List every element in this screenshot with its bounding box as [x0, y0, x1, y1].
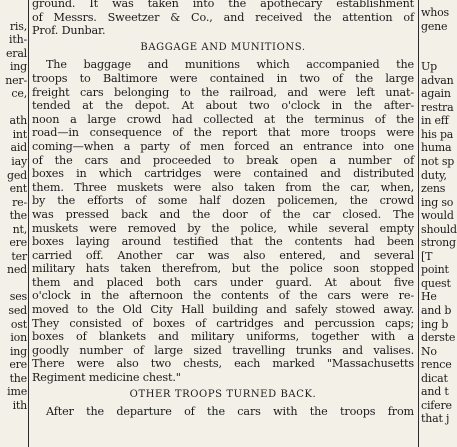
- article-top-lines: [32, 0, 414, 38]
- fragment-line: [0, 6, 27, 20]
- text-line: o'clock in the afternoon the contents of the cars were re-: [32, 289, 414, 303]
- fragment-line: Up: [421, 60, 437, 74]
- text-line: freight cars belonging to the railroad, and were left unat-: [32, 85, 414, 99]
- section-heading-baggage: BAGGAGE AND MUNITIONS.: [140, 41, 306, 53]
- fragment-line: ith: [12, 398, 27, 412]
- fragment-line: nt,: [12, 222, 27, 236]
- fragment-line: ion: [10, 331, 27, 345]
- text-line: coming—when a party of men forced an entrance into one: [32, 139, 414, 153]
- text-line: goodly number of large sized travelling trunks and valises.: [32, 343, 414, 357]
- text-line: Prof. Dunbar.: [32, 24, 106, 38]
- text-line: After the departure of the cars with the troops from: [46, 405, 414, 419]
- fragment-line: re-: [12, 195, 27, 209]
- text-line: boxes laying around testified that the contents had been: [32, 235, 414, 249]
- text-line: them. Three muskets were also taken from the car, when,: [32, 180, 414, 194]
- fragment-line: ime: [7, 385, 27, 399]
- fragment-line: ce,: [11, 87, 27, 101]
- fragment-line: derste: [421, 331, 456, 345]
- text-line: military hats taken therefrom, but the police soon stopped: [32, 262, 414, 276]
- text-line: noon a large crowd had collected at the terminus of the: [32, 112, 414, 126]
- fragment-line: the: [9, 209, 27, 223]
- fragment-line: should: [421, 222, 457, 236]
- fragment-line: ses: [9, 290, 27, 304]
- fragment-line: [0, 101, 27, 115]
- text-line: The baggage and munitions which accompanied the: [46, 58, 414, 72]
- fragment-line: ere: [9, 236, 27, 250]
- text-line: tended at the depot. At about two o'clock in the after-: [32, 99, 414, 113]
- fragment-line: ith-: [9, 33, 27, 47]
- text-line: troops to Baltimore were contained in two of the large: [32, 71, 414, 85]
- fragment-line: eral: [5, 46, 27, 60]
- right-column-fragments: [421, 0, 457, 426]
- fragment-line: ged: [7, 168, 27, 182]
- fragment-line: ing so: [421, 195, 454, 209]
- left-column-fragments: [0, 0, 27, 412]
- fragment-line: strong: [421, 236, 456, 250]
- fragment-line: huma: [421, 141, 452, 155]
- fragment-line: rence: [421, 358, 452, 372]
- fragment-line: dicat: [421, 371, 448, 385]
- text-line: of the cars and proceeded to break open a number of: [32, 153, 414, 167]
- fragment-line: again: [421, 87, 451, 101]
- fragment-line: ost: [10, 317, 27, 331]
- fragment-line: zens: [421, 182, 446, 196]
- fragment-line: would: [421, 209, 454, 223]
- fragment-line: [421, 33, 451, 47]
- fragment-line: He: [421, 290, 437, 304]
- fragment-line: cifere: [421, 398, 452, 412]
- fragment-line: ing: [9, 60, 27, 74]
- text-line: boxes of blankets and military uniforms, together with a: [32, 330, 414, 344]
- fragment-line: the: [9, 371, 27, 385]
- fragment-line: sed: [8, 304, 27, 318]
- fragment-line: ned: [6, 263, 27, 277]
- text-line: them and placed both cars under guard. At about five: [32, 275, 414, 289]
- fragment-line: [0, 277, 27, 291]
- fragment-line: ere: [9, 358, 27, 372]
- fragment-line: aid: [10, 141, 27, 155]
- fragment-line: not sp: [421, 155, 455, 169]
- fragment-line: his pa: [421, 127, 454, 141]
- fragment-line: point: [421, 263, 449, 277]
- fragment-line: ing: [9, 344, 27, 358]
- fragment-line: ner-: [5, 73, 27, 87]
- text-line: boxes in which cartridges were contained and distributed: [32, 167, 414, 181]
- left-column-rule: [28, 0, 29, 447]
- text-line: of Messrs. Sweetzer & Co., and received the attention of: [32, 10, 414, 24]
- fragment-line: duty,: [421, 168, 447, 182]
- text-line: moved to the Old City Hall building and safely stowed away.: [32, 303, 414, 317]
- article-column: [32, 0, 414, 419]
- fragment-line: int: [12, 127, 27, 141]
- text-line: ground. It was taken into the apothecary establishment: [32, 0, 414, 10]
- text-line: They consisted of boxes of cartridges and percussion caps;: [32, 316, 414, 330]
- text-line: carried off. Another car was also entered, and several: [32, 248, 414, 262]
- fragment-line: quest: [421, 276, 451, 290]
- section-body-troops: [32, 405, 414, 419]
- fragment-line: that j: [421, 412, 450, 426]
- fragment-line: in eff: [421, 114, 449, 128]
- fragment-line: gene: [421, 19, 448, 33]
- fragment-line: restra: [421, 100, 454, 114]
- text-line: Regiment medicine chest.": [32, 371, 181, 385]
- fragment-line: No: [421, 344, 437, 358]
- section-heading-troops: OTHER TROOPS TURNED BACK.: [129, 388, 317, 400]
- fragment-line: ent: [9, 182, 27, 196]
- section-body-baggage: [32, 58, 414, 384]
- fragment-line: ter: [11, 249, 27, 263]
- fragment-line: advan: [421, 73, 454, 87]
- fragment-line: whos: [421, 6, 449, 19]
- text-line: muskets were removed by the police, while several empty: [32, 221, 414, 235]
- fragment-line: ath: [9, 114, 27, 128]
- fragment-line: ing b: [421, 317, 449, 331]
- fragment-line: and b: [421, 304, 452, 318]
- text-line: was pressed back and the door of the car closed. The: [32, 207, 414, 221]
- fragment-line: [T: [421, 249, 433, 263]
- text-line: There were also two chests, each marked "Massachusetts: [32, 357, 414, 371]
- fragment-line: iay: [11, 155, 27, 169]
- fragment-line: ris,: [9, 19, 27, 33]
- fragment-line: [421, 47, 451, 61]
- right-column-rule: [418, 0, 419, 447]
- text-line: road—in consequence of the report that more troops were: [32, 126, 414, 140]
- fragment-line: and t: [421, 385, 449, 399]
- text-line: by the efforts of some half dozen policemen, the crowd: [32, 194, 414, 208]
